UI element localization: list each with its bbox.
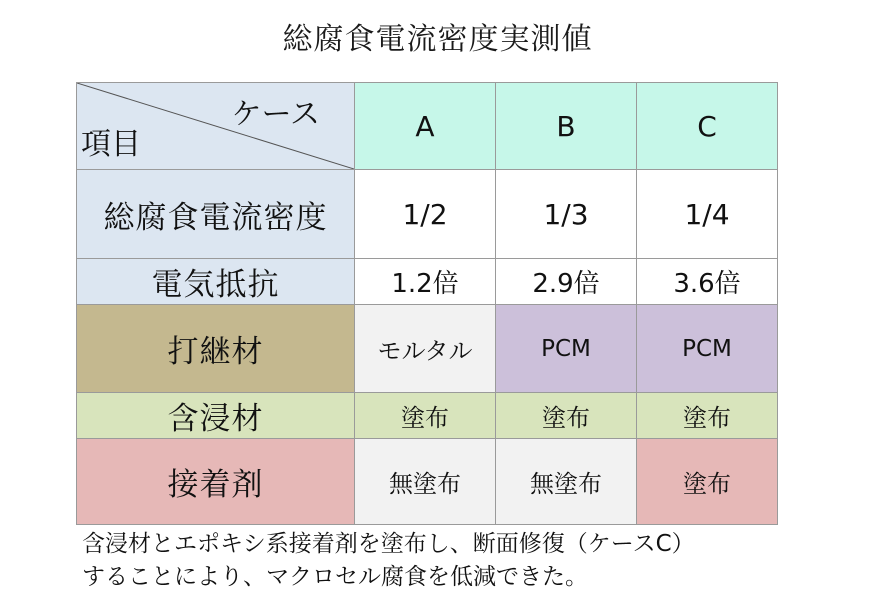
cell-joint-material-c: PCM <box>637 305 778 393</box>
cell-joint-material-b: PCM <box>496 305 637 393</box>
cell-resistance-c: 3.6倍 <box>637 259 778 305</box>
cell-resistance-a: 1.2倍 <box>355 259 496 305</box>
corrosion-table <box>76 82 778 525</box>
cell-joint-material-a: モルタル <box>355 305 496 393</box>
table-row <box>77 170 778 259</box>
table-row <box>77 393 778 439</box>
cell-adhesive-b: 無塗布 <box>496 439 637 525</box>
row-label-resistance: 電気抵抗 <box>77 259 355 305</box>
row-label-current-density: 総腐食電流密度 <box>77 170 355 259</box>
cell-impregnant-c: 塗布 <box>637 393 778 439</box>
case-a-header: A <box>355 83 496 170</box>
item-header-label: 項目 <box>81 127 141 162</box>
case-b-header: B <box>496 83 637 170</box>
corner-header-cell <box>77 83 355 170</box>
table-row <box>77 439 778 525</box>
table-row <box>77 259 778 305</box>
cell-adhesive-c: 塗布 <box>637 439 778 525</box>
table-header-row <box>77 83 778 170</box>
table-row <box>77 305 778 393</box>
cell-adhesive-a: 無塗布 <box>355 439 496 525</box>
note-line-1: 含浸材とエポキシ系接着剤を塗布し、断面修復（ケースC） <box>82 531 695 557</box>
row-label-joint-material: 打継材 <box>77 305 355 393</box>
cell-impregnant-a: 塗布 <box>355 393 496 439</box>
conclusion-note <box>82 528 695 594</box>
cell-impregnant-b: 塗布 <box>496 393 637 439</box>
cell-current-density-a: 1/2 <box>355 170 496 259</box>
cell-current-density-b: 1/3 <box>496 170 637 259</box>
note-line-2: することにより、マクロセル腐食を低減できた。 <box>82 564 588 590</box>
cell-current-density-c: 1/4 <box>637 170 778 259</box>
row-label-adhesive: 接着剤 <box>77 439 355 525</box>
case-header-label: ケース <box>231 97 320 132</box>
cell-resistance-b: 2.9倍 <box>496 259 637 305</box>
page-title: 総腐食電流密度実測値 <box>282 22 593 57</box>
row-label-impregnant: 含浸材 <box>77 393 355 439</box>
case-c-header: C <box>637 83 778 170</box>
